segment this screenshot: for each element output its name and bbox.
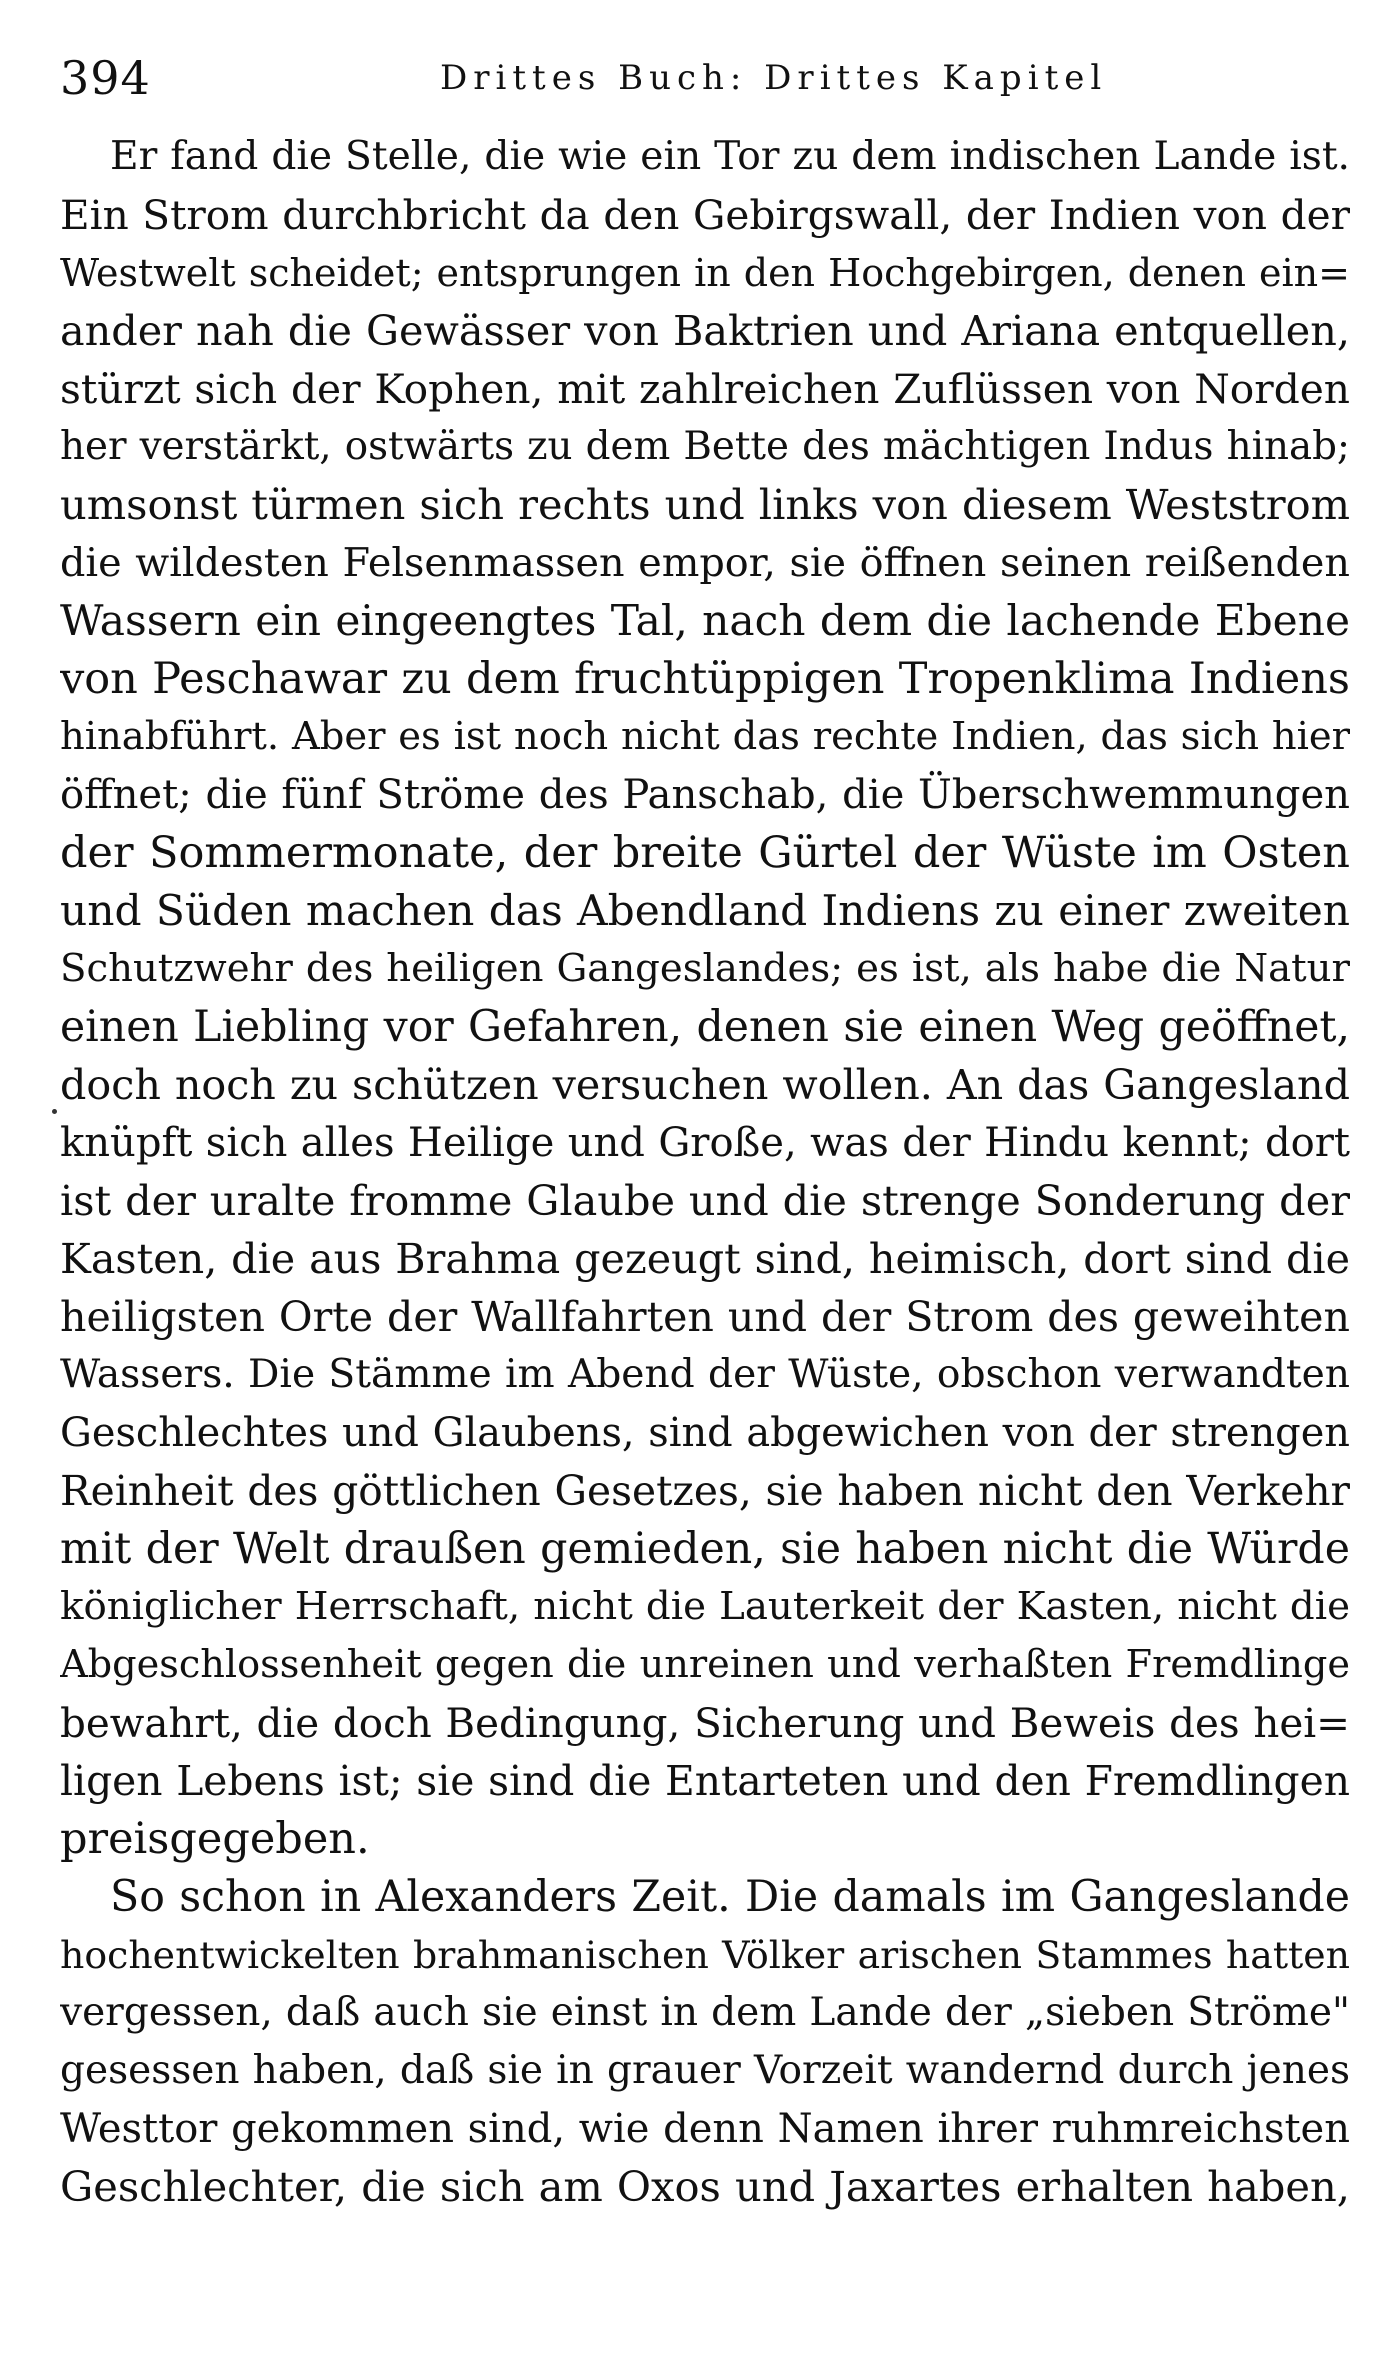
text-line: gesessen haben, daß sie in grauer Vorzeit wandernd durch jenes [60, 2048, 1350, 2093]
running-head: Drittes Buch: Drittes Kapitel [440, 58, 1108, 98]
text-line: So schon in Alexanders Zeit. Die damals im Gangeslande [110, 1872, 1350, 1922]
text-line: Ein Strom durchbricht da den Gebirgswall, der Indien von der [60, 191, 1350, 239]
text-line: mit der Welt draußen gemieden, sie haben nicht die Würde [60, 1524, 1350, 1574]
text-line: her verstärkt, ostwärts zu dem Bette des mächtigen Indus hinab; [60, 424, 1350, 469]
text-line: Wassers. Die Stämme im Abend der Wüste, obschon verwandten [60, 1352, 1350, 1397]
text-line: umsonst türmen sich rechts und links von diesem Weststrom [60, 480, 1350, 529]
text-line: hochentwickelten brahmanischen Völker arischen Stammes hatten [60, 1933, 1350, 1977]
text-line: Geschlechtes und Glaubens, sind abgewichen von der strengen [60, 1410, 1350, 1456]
text-line: bewahrt, die doch Bedingung, Sicherung und Beweis des hei= [60, 1699, 1350, 1747]
text-line: Abgeschlossenheit gegen die unreinen und verhaßten Fremdlinge [60, 1642, 1350, 1687]
text-line: ander nah die Gewässer von Baktrien und Ariana entquellen, [60, 307, 1350, 355]
text-line: Kasten, die aus Brahma gezeugt sind, heimisch, dort sind die [60, 1235, 1350, 1283]
text-line: Reinheit des göttlichen Gesetzes, sie haben nicht den Verkehr [60, 1467, 1350, 1515]
paragraph-1 [60, 128, 1350, 1868]
text-line: ligen Lebens ist; sie sind die Entarteten und den Fremdlingen [60, 1757, 1350, 1805]
text-line: ist der uralte fromme Glaube und die strenge Sonderung der [60, 1177, 1350, 1225]
text-line: königlicher Herrschaft, nicht die Lauterkeit der Kasten, nicht die [60, 1584, 1350, 1629]
text-line: hinabführt. Aber es ist noch nicht das rechte Indien, das sich hier [60, 714, 1350, 759]
margin-mark [52, 1109, 57, 1114]
page-header [60, 48, 1350, 108]
text-line: preisgegeben. [60, 1814, 370, 1864]
text-line: heiligsten Orte der Wallfahrten und der Strom des geweihten [60, 1293, 1350, 1341]
text-line: Geschlechter, die sich am Oxos und Jaxartes erhalten haben, [60, 2162, 1350, 2211]
text-line: knüpft sich alles Heilige und Große, was der Hindu kennt; dort [60, 1120, 1350, 1166]
text-line: Westwelt scheidet; entsprungen in den Hochgebirgen, denen ein= [60, 251, 1350, 295]
text-line: Wassern ein eingeengtes Tal, nach dem die lachende Ebene [60, 596, 1350, 645]
text-line: Schutzwehr des heiligen Gangeslandes; es ist, als habe die Natur [60, 946, 1350, 991]
text-line: von Peschawar zu dem fruchtüppigen Tropenklima Indiens [60, 654, 1350, 704]
body-text [60, 128, 1350, 2216]
text-line: und Süden machen das Abendland Indiens zu einer zweiten [60, 886, 1350, 935]
text-line: der Sommermonate, der breite Gürtel der Wüste im Osten [60, 828, 1350, 878]
text-line: Westtor gekommen sind, wie denn Namen ihrer ruhmreichsten [60, 2106, 1350, 2152]
text-line: öffnet; die fünf Ströme des Panschab, die Überschwemmungen [60, 772, 1350, 818]
text-line: Er fand die Stelle, die wie ein Tor zu dem indischen Lande ist. [110, 134, 1350, 179]
text-line: die wildesten Felsenmassen empor, sie öffnen seinen reißenden [60, 540, 1350, 586]
text-line: doch noch zu schützen versuchen wollen. An das Gangesland [60, 1061, 1350, 1109]
paragraph-2 [60, 1868, 1350, 2216]
text-line: vergessen, daß auch sie einst in dem Lande der „sieben Ströme" [60, 1990, 1350, 2035]
text-line: einen Liebling vor Gefahren, denen sie einen Weg geöffnet, [60, 1002, 1350, 1052]
text-line: stürzt sich der Kophen, mit zahlreichen Zuflüssen von Norden [60, 365, 1350, 413]
page-number: 394 [60, 51, 151, 105]
